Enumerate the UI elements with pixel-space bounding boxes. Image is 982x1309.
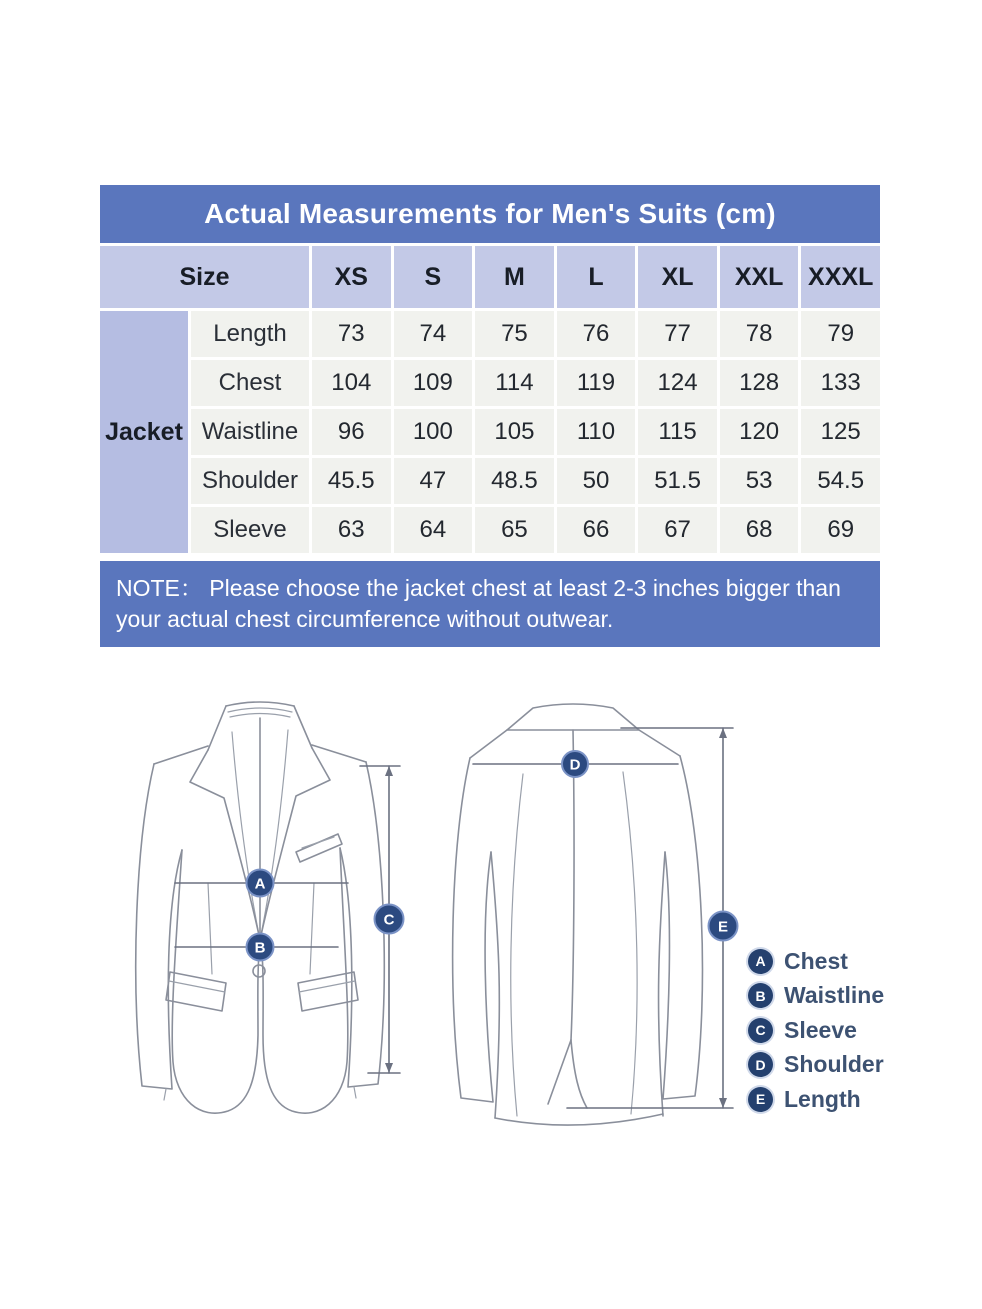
marker-shoulder (562, 751, 588, 777)
size-header-label: Size (100, 246, 309, 308)
legend-label-shoulder: Shoulder (784, 1051, 884, 1078)
legend-label-waistline: Waistline (784, 982, 885, 1009)
measurement-legend (748, 944, 884, 1117)
note-text-line2: your actual chest circumference without outwear. (116, 606, 614, 632)
group-label-jacket: Jacket (100, 311, 188, 553)
marker-sleeve (375, 905, 404, 934)
size-col-header-xxxl: XXXL (801, 246, 880, 308)
legend-label-length: Length (784, 1085, 861, 1112)
size-col-header-s: S (394, 246, 473, 308)
legend-badge-b: B (748, 983, 773, 1008)
value-length-xxl: 78 (720, 311, 799, 357)
size-col-header-xxl: XXL (720, 246, 799, 308)
value-sleeve-xl: 67 (638, 507, 717, 553)
size-col-header-xs: XS (312, 246, 391, 308)
value-sleeve-xxl: 68 (720, 507, 799, 553)
value-length-m: 75 (475, 311, 554, 357)
value-shoulder-xxl: 53 (720, 458, 799, 504)
legend-badge-c: C (748, 1018, 773, 1043)
value-length-xl: 77 (638, 311, 717, 357)
legend-badge-d: D (748, 1052, 773, 1077)
jacket-front-outline (136, 702, 384, 1113)
value-chest-l: 119 (557, 360, 636, 406)
legend-badge-e: E (748, 1087, 773, 1112)
value-waistline-xxl: 120 (720, 409, 799, 455)
value-shoulder-l: 50 (557, 458, 636, 504)
note-text-line1: NOTE： Please choose the jacket chest at least 2-3 inches bigger than (116, 575, 841, 601)
note-banner (100, 561, 880, 647)
value-waistline-xs: 96 (312, 409, 391, 455)
row-label-length: Length (191, 311, 309, 357)
size-col-header-xl: XL (638, 246, 717, 308)
value-shoulder-xs: 45.5 (312, 458, 391, 504)
front-measure-lines (175, 766, 400, 1073)
row-label-sleeve: Sleeve (191, 507, 309, 553)
value-shoulder-xxxl: 54.5 (801, 458, 880, 504)
jacket-back-diagram (445, 690, 765, 1150)
value-shoulder-m: 48.5 (475, 458, 554, 504)
value-length-s: 74 (394, 311, 473, 357)
marker-waistline-letter: B (254, 939, 266, 957)
jacket-front-diagram (120, 690, 440, 1145)
value-sleeve-xxxl: 69 (801, 507, 880, 553)
value-sleeve-l: 66 (557, 507, 636, 553)
value-waistline-m: 105 (475, 409, 554, 455)
value-chest-s: 109 (394, 360, 473, 406)
size-col-header-l: L (557, 246, 636, 308)
row-label-chest: Chest (191, 360, 309, 406)
row-label-shoulder: Shoulder (191, 458, 309, 504)
value-sleeve-s: 64 (394, 507, 473, 553)
legend-badge-a: A (748, 949, 773, 974)
value-waistline-xxxl: 125 (801, 409, 880, 455)
value-sleeve-m: 65 (475, 507, 554, 553)
value-length-xxxl: 79 (801, 311, 880, 357)
value-chest-xl: 124 (638, 360, 717, 406)
value-chest-m: 114 (475, 360, 554, 406)
legend-item-length (748, 1082, 884, 1117)
value-waistline-xl: 115 (638, 409, 717, 455)
value-shoulder-s: 47 (394, 458, 473, 504)
legend-item-shoulder (748, 1048, 884, 1083)
value-chest-xs: 104 (312, 360, 391, 406)
value-sleeve-xs: 63 (312, 507, 391, 553)
legend-item-waistline (748, 979, 884, 1014)
marker-waistline (247, 934, 274, 961)
value-length-xs: 73 (312, 311, 391, 357)
legend-label-sleeve: Sleeve (784, 1016, 857, 1043)
legend-item-chest (748, 944, 884, 979)
size-col-header-m: M (475, 246, 554, 308)
marker-chest (247, 870, 274, 897)
marker-length-letter: E (717, 918, 729, 936)
marker-sleeve-letter: C (383, 911, 395, 929)
value-length-l: 76 (557, 311, 636, 357)
marker-shoulder-letter: D (569, 756, 581, 774)
value-shoulder-xl: 51.5 (638, 458, 717, 504)
row-label-waistline: Waistline (191, 409, 309, 455)
marker-chest-letter: A (254, 875, 266, 893)
measurements-table (100, 185, 880, 553)
value-chest-xxxl: 133 (801, 360, 880, 406)
legend-label-chest: Chest (784, 947, 848, 974)
table-title: Actual Measurements for Men's Suits (cm) (100, 185, 880, 243)
value-waistline-s: 100 (394, 409, 473, 455)
value-waistline-l: 110 (557, 409, 636, 455)
value-chest-xxl: 128 (720, 360, 799, 406)
legend-item-sleeve (748, 1013, 884, 1048)
marker-length (709, 912, 738, 941)
